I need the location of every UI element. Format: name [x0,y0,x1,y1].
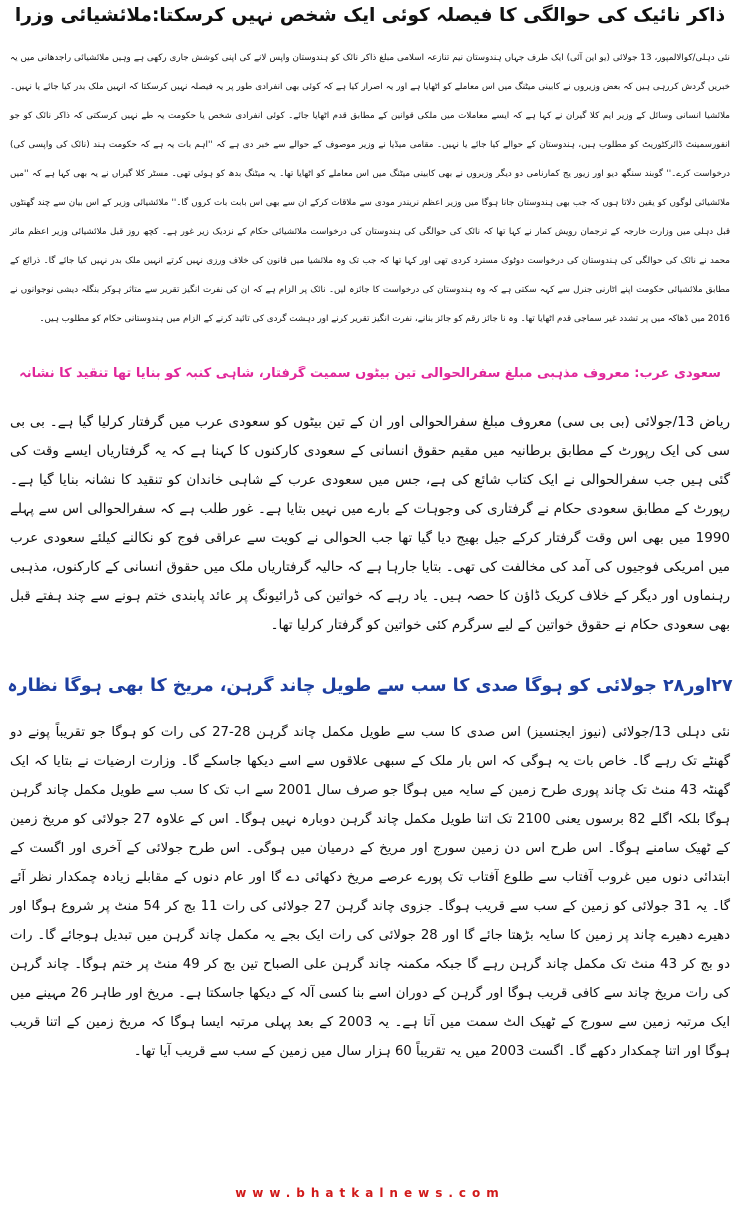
article-2-headline: سعودی عرب: معروف مذہبی مبلغ سفرالحوالی تین بیٹوں سمیت گرفتار، شاہی کنبہ کو بنایا تھا تنقید کا نشانہ [19,366,721,381]
site-watermark: www.bhatkalnews.com [235,1186,505,1200]
article-2-body: ریاض 13/جولائی (بی بی سی) معروف مبلغ سفرالحوالی اور ان کے تین بیٹوں کو سعودی عرب میں گرفتار کرلیا گیا ہے۔ بی بی سی کی ایک رپورٹ کے مطابق برطانیہ میں مقیم حقوق انسانی کے سعودی کارکنوں کا کہنا ہے کہ یہ گرفتاریاں ایسے وقت کی گئی ہیں جب سفرالحوالی نے ایک کتاب شائع کی ہے، جس میں سعودی عرب کے شاہی خاندان کو تنقید کا نشانہ بنایا گیا ہے۔ رپورٹ کے مطابق سعودی حکام نے گرفتاری کی وجوہات کے بارے میں نہیں بتایا ہے۔ غور طلب ہے کہ سفرالحوالی اس سے پہلے 1990 میں بھی اس وقت گرفتار کرکے جیل بھیج دیا گیا تھا جب الحوالی نے کویت سے عراقی فوج کو نکالنے کیلئے سعودی عرب میں امریکی فوجیوں کی آمد کی مخالفت کی تھی۔ بتایا جارہا ہے کہ حالیہ گرفتاریاں ملک میں حقوق انسانی کے کارکنوں، مذہبی رہنماوں اور دیگر کے خلاف کریک ڈاؤن کا حصہ ہیں۔ یاد رہے کہ خواتین کی ڈرائیونگ پر عائد پابندی ختم ہونے سے چند ہفتے قبل بھی سعودی حکام نے حقوق خواتین کے لیے سرگرم کئی خواتین کو گرفتار کرلیا تھا۔ [10,414,730,633]
article-1-body: نئی دہلی/کوالالمپور، 13 جولائی (یو این آئی) ایک طرف جہاں ہندوستان نیم تنازعہ اسلامی مبلغ ذاکر نائک کو ہندوستان واپس لانے کی اپنی کوشش جاری رکھی ہے وہیں ملائشیائی راجدھانی میں یہ خبریں گردش کررہی ہیں کہ بعض وزیروں نے کابینی میٹنگ میں اس معاملے کو اٹھایا ہے اور یہ اصرار کیا ہے کہ کوئی بھی انفرادی طور پر یہ فیصلہ نہیں کرسکتا کہ انہیں ملک بدر کیا جائے یا نہیں۔ ملائشیا انسانی وسائل کے وزیر ایم کلا گیران نے کہا ہے کہ ایسے معاملات میں ملکی قوانین کے مطابق قدم اٹھایا جائے۔ کوئی انفرادی شخص یا حکومت یہ طے نہیں کرسکتی کہ ذاکر نائک کو جو انفورسمینٹ ڈائرکٹوریٹ کو مطلوب ہیں، ہندوستان کے حوالے کیا جائے یا نہیں۔ مقامی میڈیا نے وزیر موصوف کے حوالے سے خبر دی ہے کہ ''اہم بات یہ ہے کہ حکومت ہند (نائک کی واپسی کی) درخواست کرے۔'' گوبند سنگھ دیو اور زیور یج کمارنامی دو دیگر وزیروں نے بھی کابینی میٹنگ میں اس معاملے کو اٹھایا تھا۔ یہ میٹنگ بدھ کو ہوئی تھی۔ مسٹر کلا گیراں نے یہ بھی کہا ہے کہ ''میں ملائشیائی لوگوں کو یقین دلاتا ہوں کہ جب بھی ہندوستان جانا ہوگا میں وزیر اعظم نریندر مودی سے ملاقات کرکے ان سے بھی اس بابت بات کروں گا۔'' ملائشیائی وزیر کے اس بیان سے چند گھنٹوں قبل دہلی میں وزارت خارجہ کے ترجمان رویش کمار نے کہا تھا کہ نائک کی حوالگی کی ہندوستان کی درخواست ملائشیائی حکام کے نزدیک زیر غور ہے۔ کچھ روز قبل ملائشیائی وزیر اعظم ماثر محمد نے نائک کی حوالگی کی ہندوستان کی درخواست دوٹوک مسترد کردی تھی اور کہا تھا کہ جب تک وہ ملائشیا میں قانون کی خلاف ورزی نہیں کرتے انہیں ملک بدر نہیں کیا جائے گا۔ ذرائع کے مطابق ملائشیائی حکومت اپنے اٹارنی جنرل سے کہہ سکتی ہے کہ وہ ہندوستان کی درخواست کا جائزہ لیں۔ نائک پر الزام ہے کہ ان کی نفرت انگیز تقریر سے متاثر ہوکر بنگلہ دیشی نوجوانوں نے 2016 میں ڈھاکہ میں پر تشدد غیر سماجی قدم اٹھایا تھا۔ وہ نا جائز رقم کو جائز بنانے، نفرت انگیز تقریر کرنے اور دہشت گردی کی تائید کرنے کے الزام میں ہندوستانی حکام کو مطلوب ہیں۔ [10,53,730,324]
article-3-body: نئی دہلی 13/جولائی (نیوز ایجنسیز) اس صدی کا سب سے طویل مکمل چاند گرہن 28-27 کی رات کو ہوگا جو تقریباً پونے دو گھنٹے تک رہے گا۔ خاص بات یہ ہوگی کہ اس بار ملک کے سبھی علاقوں سے اسے دیکھا جاسکے گا۔ وزارت ارضیات نے بتایا کہ ایک گھنٹہ 43 منٹ تک چاند پوری طرح زمین کے سایہ میں ہوگا جو صرف سال 2001 سے اب تک کا سب سے طویل مکمل چاند گرہن ہوگا بلکہ اگلے 82 برسوں یعنی 2100 تک اتنا طویل مکمل چاند گرہن دوبارہ نہیں ہوگا۔ اس کے علاوہ 27 جولائی کو مریخ زمین کے ٹھیک سامنے ہوگا۔ اس طرح اس دن زمین سورج اور مریخ کے درمیان میں ہوگی۔ اس طرح جولائی کے آخری اور اگست کے ابتدائی دنوں میں غروب آفتاب سے طلوع آفتاب تک پورے عرصے مریخ دکھائی دے گا اور عام دنوں کے مقابلے زیادہ چمکدار نظر آئے گا۔ یہ 31 جولائی کو زمین کے سب سے قریب ہوگا۔ جزوی چاند گرہن 27 جولائی کی رات 11 بج کر 54 منٹ پر شروع ہوگا اور دھیرے دھیرے چاند پر زمین کا سایہ بڑھتا جائے گا اور 28 جولائی کی رات ایک بجے یہ مکمل چاند گرہن میں تبدیل ہوجائے گا۔ رات دو بج کر 43 منٹ تک مکمل چاند گرہن رہے گا جبکہ مکمنہ چاند گرہن علی الصباح تین بج کر 49 منٹ پر ختم ہوگا۔ چاند گرہن کی رات مریخ چاند سے کافی قریب ہوگا اور گرہن کے دوران اسے بنا کسی آلہ کے دیکھا جاسکتا ہے۔ مریخ اور طاہر 26 مہینے میں ایک مرتبہ زمین سے سورج کے ٹھیک الٹ سمت میں آتا ہے۔ یہ 2003 کے بعد پہلی مرتبہ ایسا ہوگا کہ مریخ زمین کے اتنا قریب ہوگا اور اتنا چمکدار دکھے گا۔ اگست 2003 میں یہ تقریباً 60 ہزار سال میں زمین کے سب سے قریب آیا تھا۔ [10,725,731,1059]
article-3-headline: ۲۷اور۲۸ جولائی کو ہوگا صدی کا سب سے طویل چاند گرہن، مریخ کا بھی ہوگا نظارہ [7,676,733,696]
article-1-headline: ذاکر نائیک کی حوالگی کا فیصلہ کوئی ایک شخص نہیں کرسکتا:ملائشیائی وزرا [14,5,726,26]
